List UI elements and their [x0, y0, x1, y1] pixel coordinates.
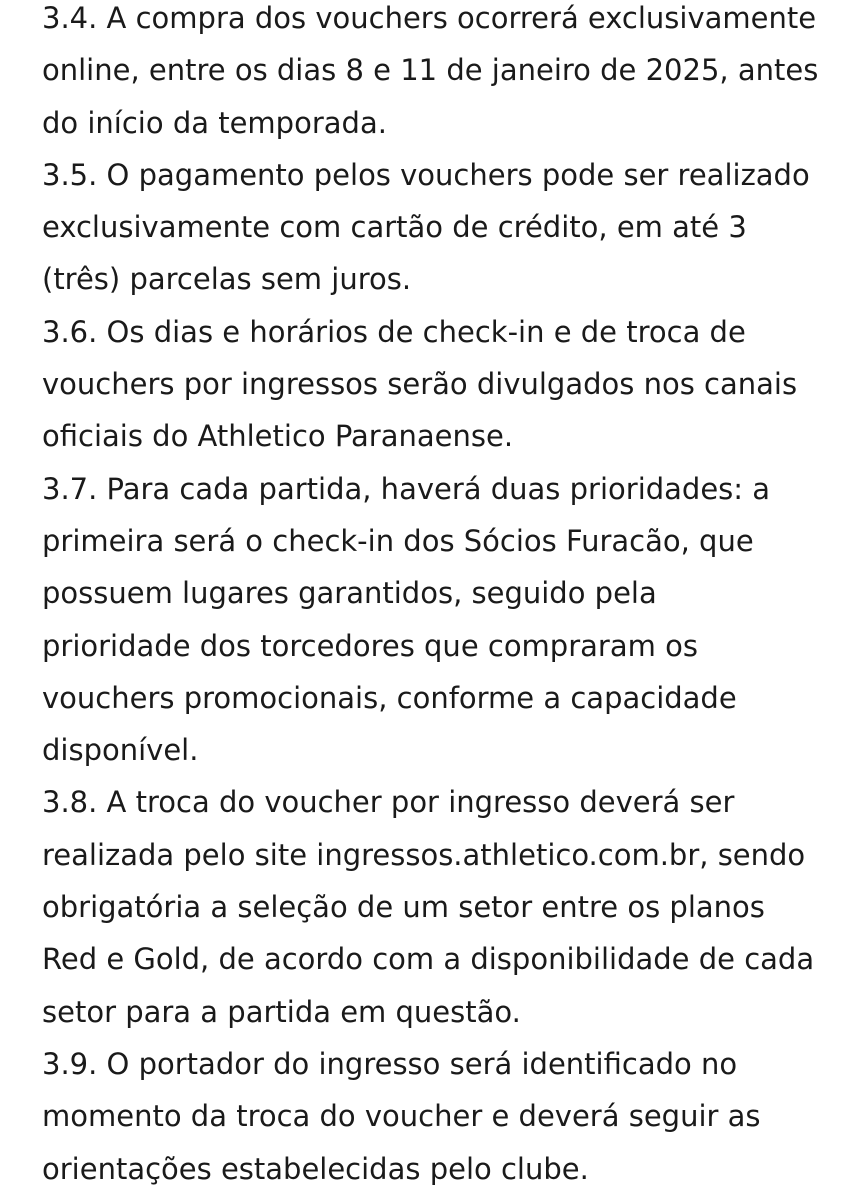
text-line: momento da troca do voucher e deverá seguir as — [42, 1099, 761, 1134]
text-line: obrigatória a seleção de um setor entre os planos — [42, 890, 765, 925]
text-line: disponível. — [42, 733, 199, 768]
text-line: orientações estabelecidas pelo clube. — [42, 1151, 589, 1186]
clause-3-4 — [42, 0, 842, 149]
regulation-text — [42, 0, 842, 1195]
text-line: vouchers promocionais, conforme a capacidade — [42, 680, 737, 715]
text-line: prioridade dos torcedores que compraram os — [42, 628, 698, 663]
text-line: online, entre os dias 8 e 11 de janeiro de 2025, antes — [42, 53, 819, 88]
text-line: Red e Gold, de acordo com a disponibilidade de cada — [42, 942, 815, 977]
text-line: oficiais do Athletico Paranaense. — [42, 419, 514, 454]
text-line: 3.4. A compra dos vouchers ocorrerá exclusivamente — [42, 1, 817, 35]
text-line: setor para a partida em questão. — [42, 994, 521, 1029]
clause-3-6 — [42, 306, 842, 463]
clause-3-9 — [42, 1038, 842, 1195]
text-line: (três) parcelas sem juros. — [42, 262, 412, 297]
text-line: 3.5. O pagamento pelos vouchers pode ser realizado — [42, 157, 810, 192]
text-line: exclusivamente com cartão de crédito, em até 3 — [42, 210, 747, 245]
text-line: possuem lugares garantidos, seguido pela — [42, 576, 657, 611]
text-line: vouchers por ingressos serão divulgados nos canais — [42, 367, 798, 402]
clause-3-7 — [42, 463, 842, 777]
clause-3-5 — [42, 149, 842, 306]
text-line: 3.7. Para cada partida, haverá duas prioridades: a — [42, 471, 771, 506]
text-line: 3.6. Os dias e horários de check-in e de troca de — [42, 314, 746, 349]
text-line: realizada pelo site ingressos.athletico.com.br, sendo — [42, 837, 806, 872]
text-line: 3.8. A troca do voucher por ingresso deverá ser — [42, 785, 735, 820]
clause-3-8 — [42, 776, 842, 1037]
text-line: do início da temporada. — [42, 105, 387, 140]
text-line: primeira será o check-in dos Sócios Furacão, que — [42, 523, 754, 558]
text-line: 3.9. O portador do ingresso será identificado no — [42, 1046, 738, 1081]
